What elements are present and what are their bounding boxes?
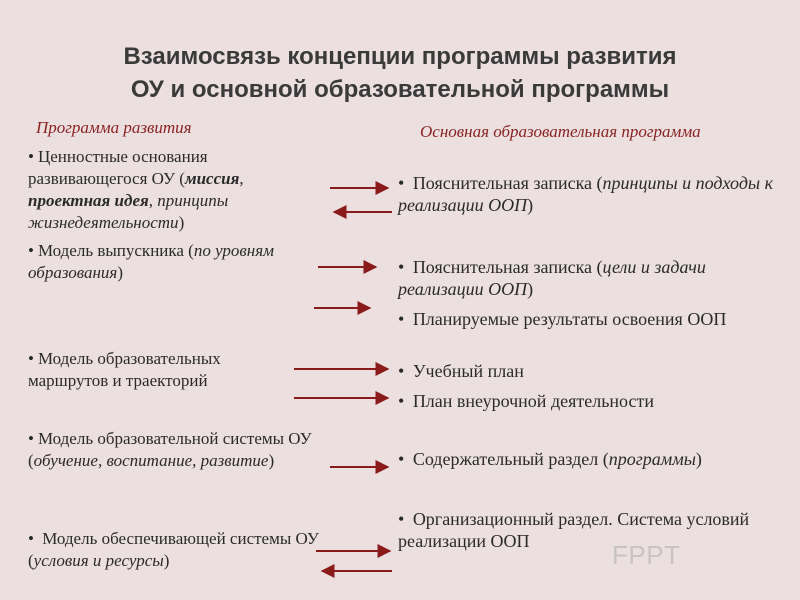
bullet: • (28, 529, 34, 548)
fppt-watermark: FPPT (612, 540, 681, 570)
slide-title-line-2: ОУ и основной образовательной программы (130, 76, 670, 103)
bullet: • (398, 361, 405, 381)
bullet: • (28, 241, 34, 260)
right-item-content-section-text-2: ) (695, 449, 702, 469)
left-item-edu-system-model-parts: обучение, воспитание, развитие (33, 451, 269, 470)
left-item-values-text-3: ) (178, 213, 185, 232)
left-item-values-project-idea: проектная идея (28, 191, 149, 210)
left-column-heading: Программа развития (36, 118, 192, 137)
right-item-explanatory-note-principles-detail: принципы и подходы к реализации ООП (398, 173, 774, 215)
left-item-values-text-1: Ценностные основания развивающегося ОУ ( (28, 147, 208, 188)
right-item-explanatory-note-principles-text-2: ) (527, 195, 534, 215)
right-item-organizational-section-text: Организационный раздел. Система условий реализации ООП (398, 509, 750, 551)
left-item-edu-system-model-text-2: ) (268, 451, 275, 470)
left-item-values-principles: , принципы жизнедеятельности (28, 191, 229, 232)
bullet: • (398, 309, 405, 329)
right-item-explanatory-note-goals-text-1: Пояснительная записка ( (412, 257, 603, 277)
bullet: • (398, 449, 405, 469)
right-item-explanatory-note-goals-text-2: ) (527, 279, 534, 299)
bullet: • (28, 147, 34, 166)
right-item-explanatory-note-principles-text-1: Пояснительная записка ( (412, 173, 603, 193)
left-item-support-system-model-text-1: Модель обеспечивающей системы ОУ ( (28, 529, 319, 570)
right-item-curriculum-text: Учебный план (412, 361, 524, 381)
left-item-support-system-model-text-2: ) (163, 551, 170, 570)
right-item-content-section-programs: программы (608, 449, 696, 469)
left-item-graduate-model-text-2: ) (117, 263, 124, 282)
right-item-planned-results-text: Планируемые результаты освоения ООП (412, 309, 727, 329)
slide-title-line-1: Взаимосвязь концепции программы развития (123, 43, 677, 70)
bullet: • (398, 391, 405, 411)
bullet: • (398, 257, 405, 277)
right-item-explanatory-note-goals-detail: цели и задачи реализации ООП (398, 257, 706, 299)
bullet: • (398, 173, 405, 193)
left-item-values-text-2: , (239, 169, 244, 188)
bullet: • (398, 509, 405, 529)
right-item-content-section-text-1: Содержательный раздел ( (412, 449, 609, 469)
left-item-graduate-model-text-1: Модель выпускника ( (37, 241, 194, 260)
left-item-support-system-model-resources: условия и ресурсы (33, 551, 164, 570)
bullet: • (28, 429, 34, 448)
right-item-extracurricular-plan-text: План внеурочной деятельности (412, 391, 654, 411)
left-item-values-mission: миссия (184, 169, 240, 188)
left-item-routes-model-text: Модель образовательных маршрутов и траекторий (28, 349, 221, 390)
left-item-edu-system-model-text-1: Модель образовательной системы ОУ ( (28, 429, 312, 470)
bullet: • (28, 349, 34, 368)
right-column-heading: Основная образовательная программа (420, 122, 701, 141)
left-item-graduate-model-levels: по уровням образования (28, 241, 274, 282)
